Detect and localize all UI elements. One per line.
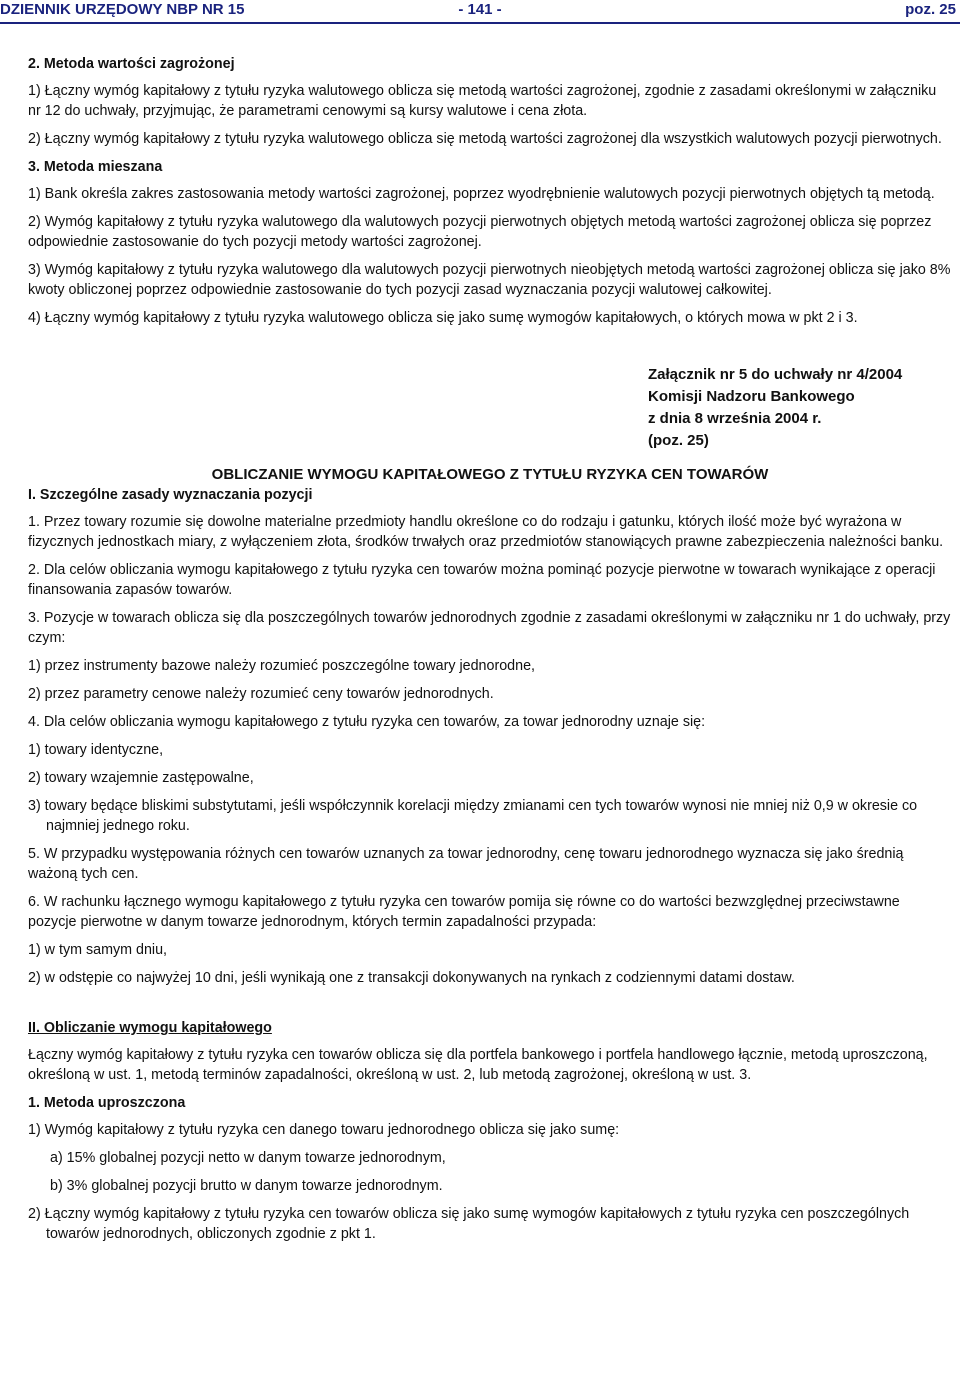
paragraph: 1. Przez towary rozumie się dowolne materialne przedmioty handlu określone co do rodzaju i gatunku, których ilość może być wyrażona w fizycznych jednostkach miary, z wyłączeniem złota, środków trwałych oraz przedmiotów stanowiących prawne zabezpieczenia należności banku. [28,514,944,550]
paragraph: 2) Wymóg kapitałowy z tytułu ryzyka walutowego dla walutowych pozycji pierwotnych objętych metodą wartości zagrożonej oblicza się poprzez odpowiednie zastosowanie do tych pozycji metody wartości zagrożonej. [28,214,932,250]
section-heading: 2. Metoda wartości zagrożonej [28,56,235,72]
journal-title: DZIENNIK URZĘDOWY NBP NR 15 [0,1,245,18]
section-heading: 1. Metoda uproszczona [28,1095,186,1111]
annex-reference [648,364,952,452]
section-heading: I. Szczególne zasady wyznaczania pozycji [28,487,313,503]
annex-line: Komisji Nadzoru Bankowego [648,388,855,405]
annex-line: (poz. 25) [648,432,709,449]
paragraph: 4) Łączny wymóg kapitałowy z tytułu ryzyka walutowego oblicza się jako sumę wymogów kapitałowych, o których mowa w pkt 2 i 3. [28,310,858,326]
paragraph: 2) Łączny wymóg kapitałowy z tytułu ryzyka cen towarów oblicza się jako sumę wymogów kapitałowych z tytułu ryzyka cen poszczególnych towarów jednorodnych, obliczonych zgodnie z pkt 1. [28,1206,910,1242]
list-item: 1) przez instrumenty bazowe należy rozumieć poszczególne towary jednorodne, [28,658,536,674]
list-item: 2) przez parametry cenowe należy rozumieć ceny towarów jednorodnych. [28,686,494,702]
paragraph: 1) Bank określa zakres zastosowania metody wartości zagrożonej, poprzez wyodrębnienie walutowych pozycji pierwotnych objętych tą metodą. [28,186,935,202]
page-number: - 141 - [458,1,502,18]
paragraph: 2. Dla celów obliczania wymogu kapitałowego z tytułu ryzyka cen towarów można pominąć pozycje pierwotne w towarach wynikające z operacji finansowania zapasów towarów. [28,562,936,598]
list-item: 2) towary wzajemnie zastępowalne, [28,770,254,786]
paragraph: 6. W rachunku łącznego wymogu kapitałowego z tytułu ryzyka cen towarów pomija się równe co do wartości bezwzględnej przeciwstawne pozycje pierwotne w danym towarze jednorodnym, których termin zapadalności przypada: [28,894,900,930]
paragraph: 3) Wymóg kapitałowy z tytułu ryzyka walutowego dla walutowych pozycji pierwotnych nieobjętych metodą wartości zagrożonej oblicza się jako 8% kwoty obliczonej poprzez odpowiednie zastosowanie do tych pozycji zasad wyznaczania pozycji walutowej całkowitej. [28,262,951,298]
paragraph: 3. Pozycje w towarach oblicza się dla poszczególnych towarów jednorodnych zgodnie z zasadami określonymi w załączniku nr 1 do uchwały, przy czym: [28,610,951,646]
paragraph: 4. Dla celów obliczania wymogu kapitałowego z tytułu ryzyka cen towarów, za towar jednorodny uznaje się: [28,714,706,730]
list-item: 1) w tym samym dniu, [28,942,168,958]
paragraph: 5. W przypadku występowania różnych cen towarów uznanych za towar jednorodny, cenę towaru jednorodnego wyznacza się jako średnią ważoną tych cen. [28,846,904,882]
paragraph: 1) Wymóg kapitałowy z tytułu ryzyka cen danego towaru jednorodnego oblicza się jako sumę: [28,1122,620,1138]
section-heading [28,1018,952,1038]
section-heading-text: II. Obliczanie wymogu kapitałowego [28,1020,272,1036]
annex-line: Załącznik nr 5 do uchwały nr 4/2004 [648,366,903,383]
list-item: 2) w odstępie co najwyżej 10 dni, jeśli wynikają one z transakcji dokonywanych na rynkach z codziennymi datami dostaw. [28,970,795,986]
list-item: a) 15% globalnej pozycji netto w danym towarze jednorodnym, [50,1150,446,1166]
page-header [0,0,960,22]
paragraph: 2) Łączny wymóg kapitałowy z tytułu ryzyka walutowego oblicza się metodą wartości zagrożonej dla wszystkich walutowych pozycji pierwotnych. [28,131,942,147]
document-title: OBLICZANIE WYMOGU KAPITAŁOWEGO Z TYTUŁU RYZYKA CEN TOWARÓW [211,466,769,483]
annex-line: z dnia 8 września 2004 r. [648,410,822,427]
header-rule [0,22,960,24]
paragraph: 1) Łączny wymóg kapitałowy z tytułu ryzyka walutowego oblicza się metodą wartości zagrożonej, zgodnie z zasadami określonymi w załączniku nr 12 do uchwały, przyjmując, że parametrami cenowymi są kursy walutowe i cena złota. [28,83,937,119]
section-heading: 3. Metoda mieszana [28,159,163,175]
list-item: 3) towary będące bliskimi substytutami, jeśli współczynnik korelacji między zmianami cen tych towarów wynosi nie mniej niż 0,9 w okresie co najmniej jednego roku. [28,798,918,834]
position-ref: poz. 25 [905,1,956,18]
list-item: 1) towary identyczne, [28,742,164,758]
list-item: b) 3% globalnej pozycji brutto w danym towarze jednorodnym. [50,1178,443,1194]
paragraph: Łączny wymóg kapitałowy z tytułu ryzyka cen towarów oblicza się dla portfela bankowego i portfela handlowego łącznie, metodą uproszczoną, określoną w ust. 1, metodą terminów zapadalności, określoną w ust. 2, lub metodą zagrożonej, określoną w ust. 3. [28,1047,928,1083]
document-body [28,54,952,1252]
